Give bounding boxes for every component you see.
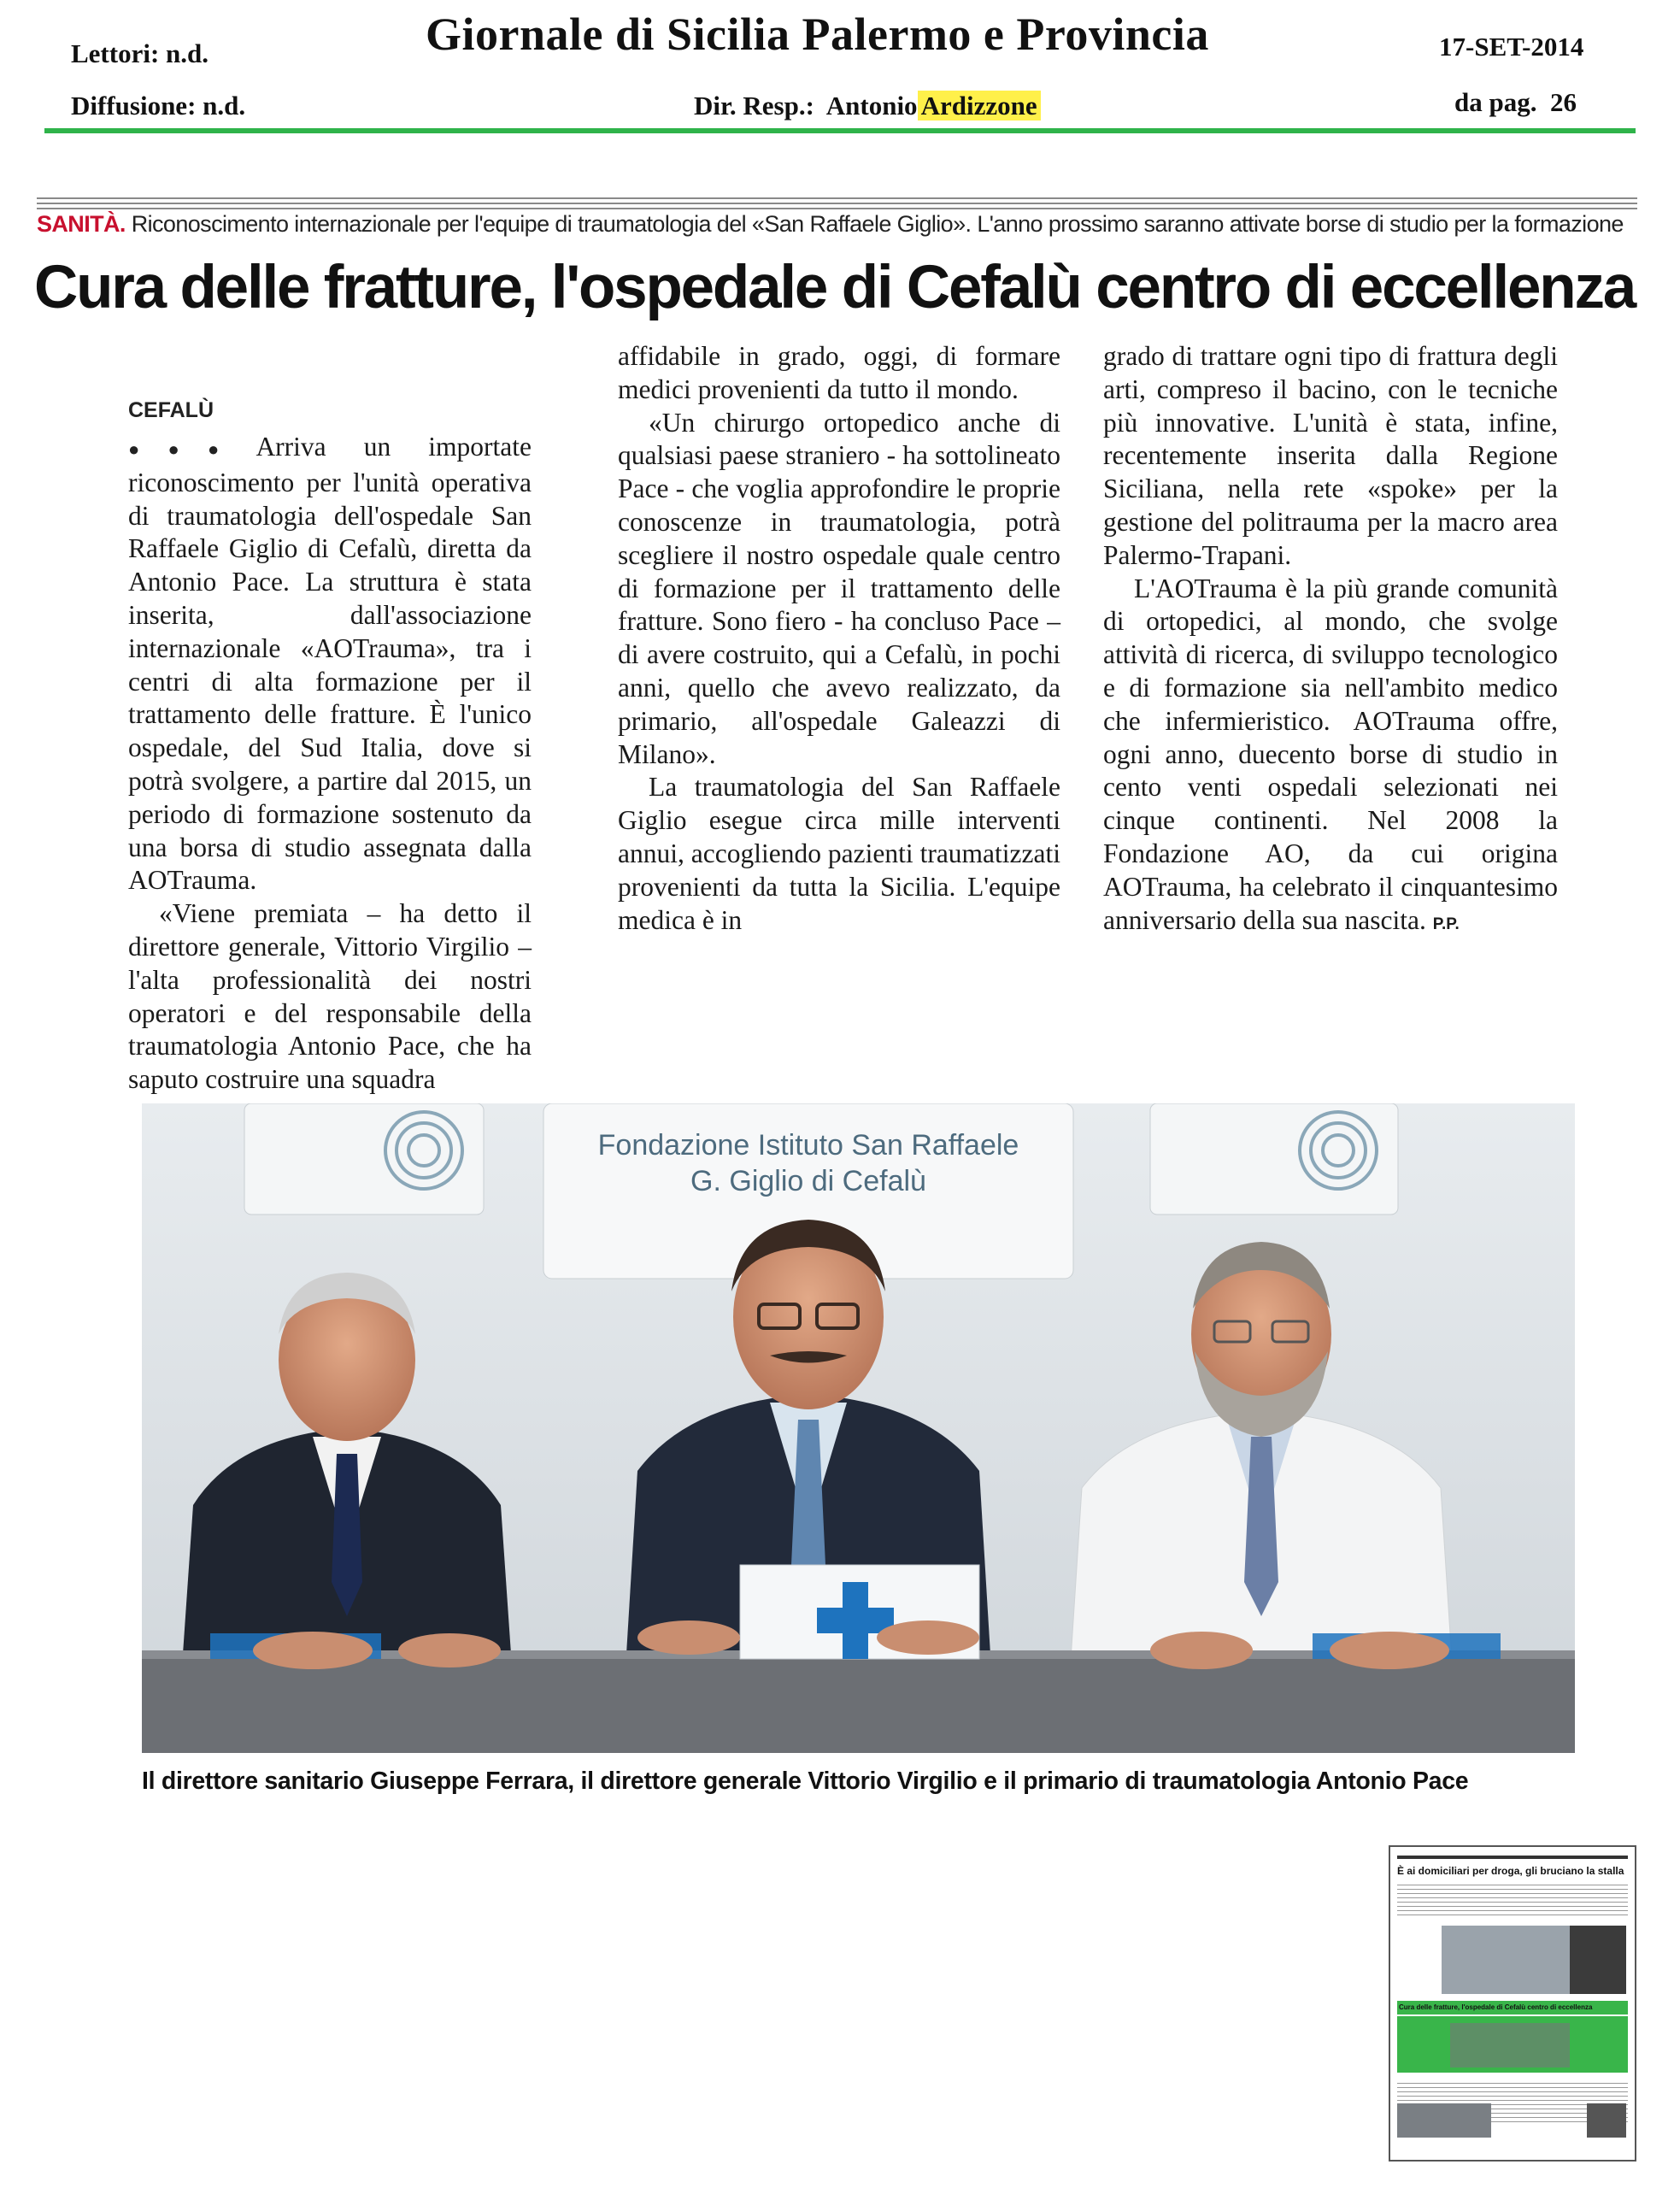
paragraph-text: L'AOTrauma è la più grande comunità di ortopedici, al mondo, che svolge attività di ricerca, di sviluppo tecnologico e di formazione sia nell'ambito medico che infermieristico. AOTrauma offre, ogni anno, duecento borse di studio in cento venti ospedali selezionati nei cinque continenti. Nel 2008 la Fondazione AO, da cui origina AOTrauma, ha celebrato il cinquantesimo anniversario della sua nascita.	[1103, 573, 1558, 935]
page-thumbnail	[1389, 1845, 1636, 2162]
circulation-label: Diffusione: n.d.	[71, 91, 246, 121]
editor-first-name: Antonio	[825, 91, 918, 121]
page-reference	[1454, 87, 1577, 118]
page-number: 26	[1549, 87, 1577, 117]
article-column-2	[618, 340, 1060, 937]
article-photo	[142, 1103, 1575, 1753]
page-label: da pag.	[1454, 87, 1537, 117]
paragraph: affidabile in grado, oggi, di formare medici provenienti da tutto il mondo.	[618, 341, 1060, 404]
kicker-text: Riconoscimento internazionale per l'equipe di traumatologia del «San Raffaele Giglio». L'anno prossimo saranno attivate borse di studio per la formazione	[131, 211, 1624, 237]
wall-sign-line-1: Fondazione Istituto San Raffaele	[597, 1129, 1019, 1162]
article-headline: Cura delle fratture, l'ospedale di Cefalù centro di eccellenza	[34, 254, 1636, 321]
readers-label: Lettori: n.d.	[71, 38, 209, 68]
editor-last-name-highlight: Ardizzone	[918, 91, 1041, 121]
photo-caption: Il direttore sanitario Giuseppe Ferrara, il direttore generale Vittorio Virgilio e il primario di traumatologia Antonio Pace	[142, 1767, 1469, 1795]
bullet-dots-icon: ●●●	[128, 438, 248, 460]
editor-label: Dir. Resp.:	[694, 91, 814, 121]
newspaper-title: Giornale di Sicilia Palermo e Provincia	[426, 9, 1209, 60]
article-column-3	[1103, 340, 1558, 941]
kicker-tag: SANITÀ.	[37, 211, 126, 237]
paragraph: «Un chirurgo ortopedico anche di qualsiasi paese straniero - ha sottolineato Pace - che voglia approfondire le proprie conoscenze in traumatologia, potrà scegliere il nostro ospedale quale centro di formazione per il trattamento delle fratture. Sono fiero - ha concluso Pace – di avere costruito, qui a Cefalù, in pochi anni, quello che avevo realizzato, da primario, all'ospedale Galeazzi di Milano».	[618, 407, 1060, 769]
wall-sign-line-2: G. Giglio di Cefalù	[690, 1165, 926, 1197]
thumbnail-headline: È ai domiciliari per droga, gli bruciano la stalla	[1397, 1865, 1624, 1877]
paragraph: «Viene premiata – ha detto il direttore generale, Vittorio Virgilio – l'alta professionalità dei nostri operatori e del responsabile della traumatologia Antonio Pace, che ha saputo costruire una squadra	[128, 898, 532, 1095]
paragraph: La traumatologia del San Raffaele Giglio esegue circa mille interventi annui, accogliendo pazienti traumatizzati provenienti da tutta la Sicilia. L'equipe medica è in	[618, 772, 1060, 935]
header-divider	[44, 128, 1636, 133]
article-kicker	[37, 211, 1643, 238]
paragraph	[1103, 573, 1558, 942]
article-column-1	[128, 431, 532, 1097]
paragraph	[128, 431, 532, 897]
paragraph-text: Arriva un importate riconoscimento per l'unità operativa di traumatologia dell'ospedale San Raffaele Giglio di Cefalù, diretta da Antonio Pace. La struttura è stata inserita, dall'associazione internazionale «AOTrauma», tra i centri di alta formazione per il trattamento delle fratture. È l'unico ospedale, del Sud Italia, dove si potrà svolgere, a partire dal 2015, un periodo di formazione sostenuto da una borsa di studio assegnata dalla AOTrauma.	[128, 432, 532, 896]
issue-date: 17-SET-2014	[1439, 32, 1584, 62]
thumbnail-highlight-headline: Cura delle fratture, l'ospedale di Cefalù centro di eccellenza	[1399, 2003, 1593, 2011]
editor-line	[694, 91, 1041, 121]
photo-illustration	[142, 1103, 1575, 1753]
dateline: CEFALÙ	[128, 398, 214, 422]
paragraph: grado di trattare ogni tipo di frattura degli arti, compreso il bacino, con le tecniche più innovative. L'unità è stata, infine, recentemente inserita dalla Regione Siciliana, nella rete «spoke» per la gestione del politrauma per la macro area Palermo-Trapani.	[1103, 341, 1558, 570]
author-signature: P.P.	[1432, 915, 1460, 933]
